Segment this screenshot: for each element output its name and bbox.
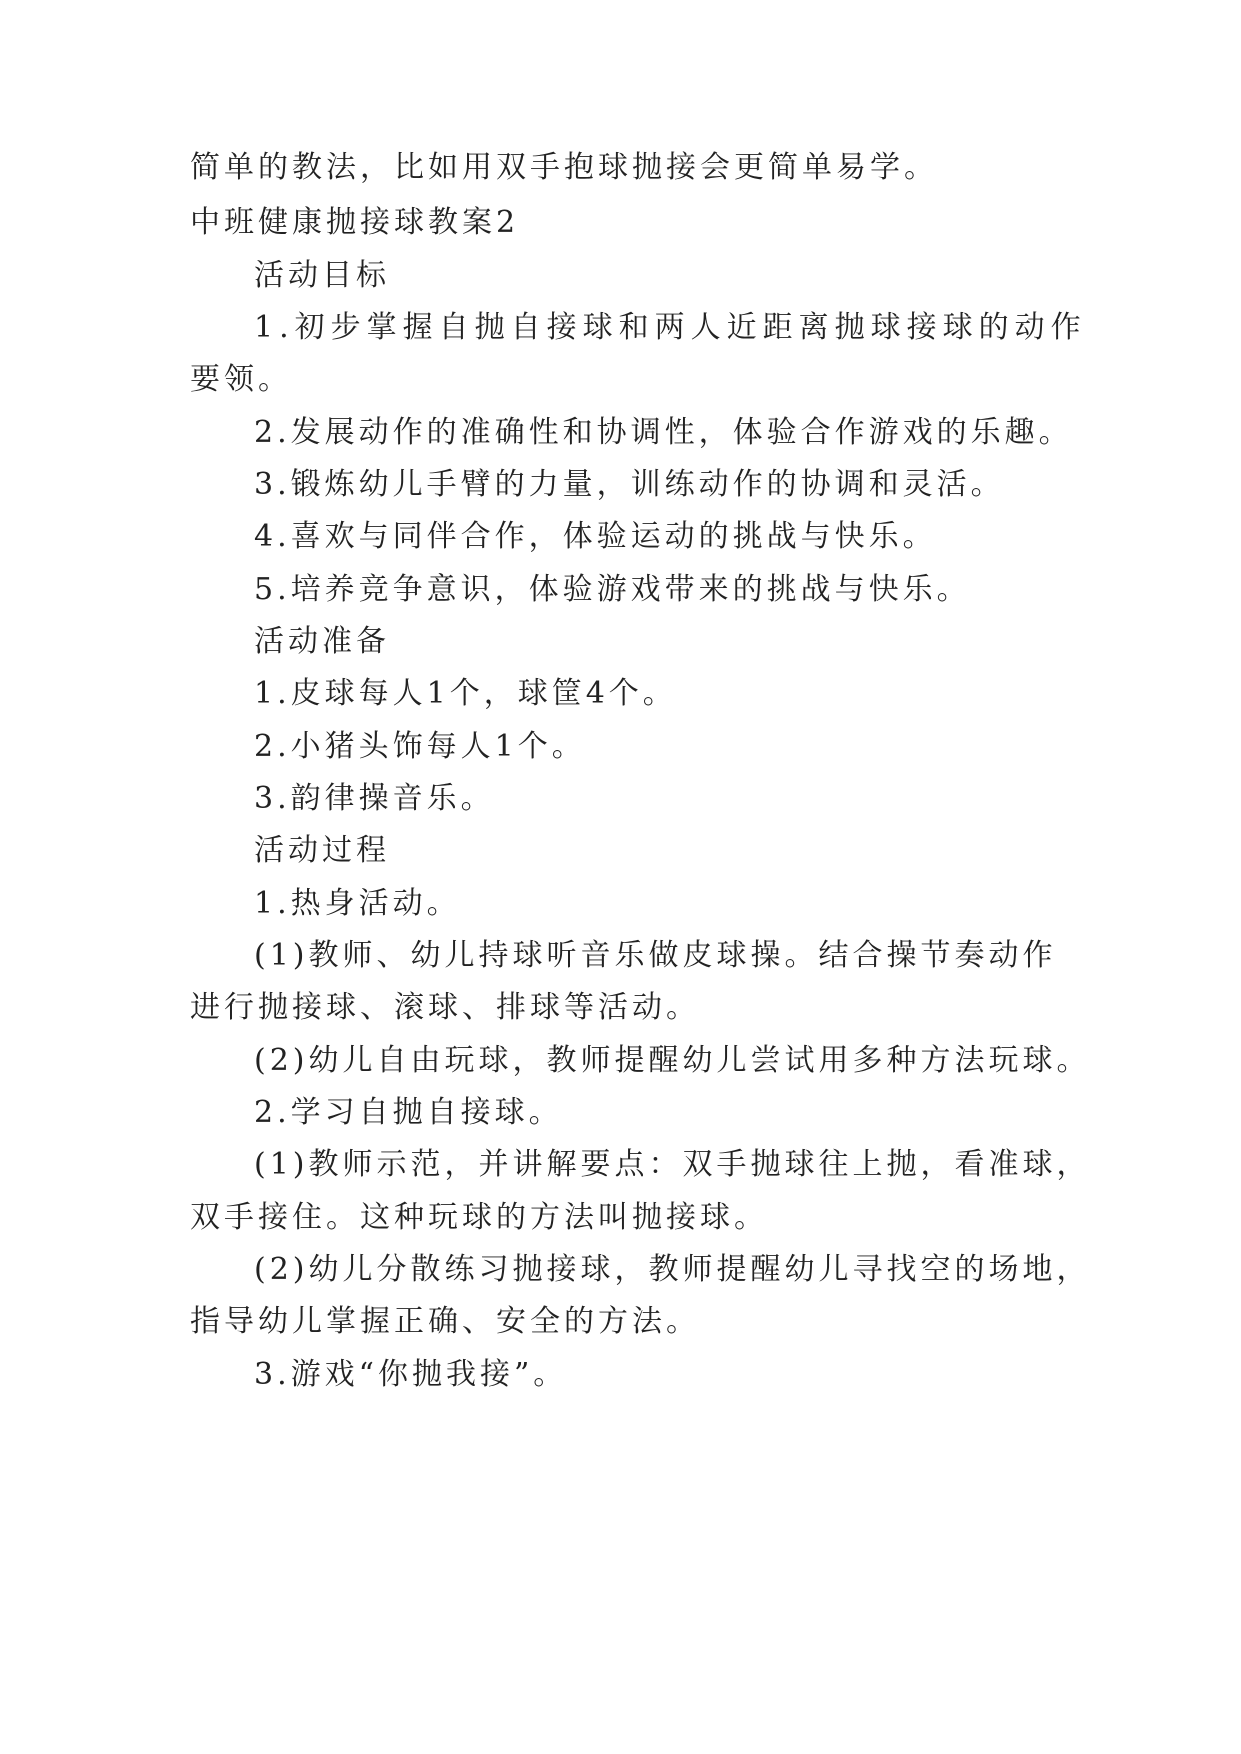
heading-activity-goals: 活动目标 (254, 258, 390, 293)
section-title: 中班健康抛接球教案2 (190, 205, 520, 240)
process-step-2-sub-1-continuation: 双手接住。这种玩球的方法叫抛接球。 (190, 1200, 768, 1235)
goal-item-1: 1.初步掌握自抛自接球和两人近距离抛球接球的动作 (254, 310, 1087, 345)
heading-activity-process: 活动过程 (254, 833, 390, 868)
preparation-item-3: 3.韵律操音乐。 (254, 781, 495, 816)
goal-item-1-continuation: 要领。 (190, 362, 292, 397)
preparation-item-1: 1.皮球每人1个，球筐4个。 (254, 676, 677, 711)
goal-item-5: 5.培养竞争意识，体验游戏带来的挑战与快乐。 (254, 572, 971, 607)
goal-item-2: 2.发展动作的准确性和协调性，体验合作游戏的乐趣。 (254, 415, 1073, 450)
process-step-2-sub-1: (1)教师示范，并讲解要点：双手抛球往上抛，看准球， (254, 1147, 1091, 1182)
process-step-1-sub-1-continuation: 进行抛接球、滚球、排球等活动。 (190, 990, 700, 1025)
process-step-1: 1.热身活动。 (254, 886, 461, 921)
process-step-3: 3.游戏“你抛我接”。 (254, 1357, 568, 1392)
heading-activity-preparation: 活动准备 (254, 624, 390, 659)
paragraph-continuation: 简单的教法，比如用双手抱球抛接会更简单易学。 (190, 150, 938, 185)
preparation-item-2: 2.小猪头饰每人1个。 (254, 729, 586, 764)
goal-item-4: 4.喜欢与同伴合作，体验运动的挑战与快乐。 (254, 519, 937, 554)
goal-item-3: 3.锻炼幼儿手臂的力量，训练动作的协调和灵活。 (254, 467, 1005, 502)
process-step-1-sub-2: (2)幼儿自由玩球，教师提醒幼儿尝试用多种方法玩球。 (254, 1043, 1091, 1078)
process-step-2-sub-2: (2)幼儿分散练习抛接球，教师提醒幼儿寻找空的场地， (254, 1252, 1091, 1287)
process-step-2-sub-2-continuation: 指导幼儿掌握正确、安全的方法。 (190, 1304, 700, 1339)
process-step-2: 2.学习自抛自接球。 (254, 1095, 563, 1130)
process-step-1-sub-1: (1)教师、幼儿持球听音乐做皮球操。结合操节奏动作 (254, 938, 1057, 973)
